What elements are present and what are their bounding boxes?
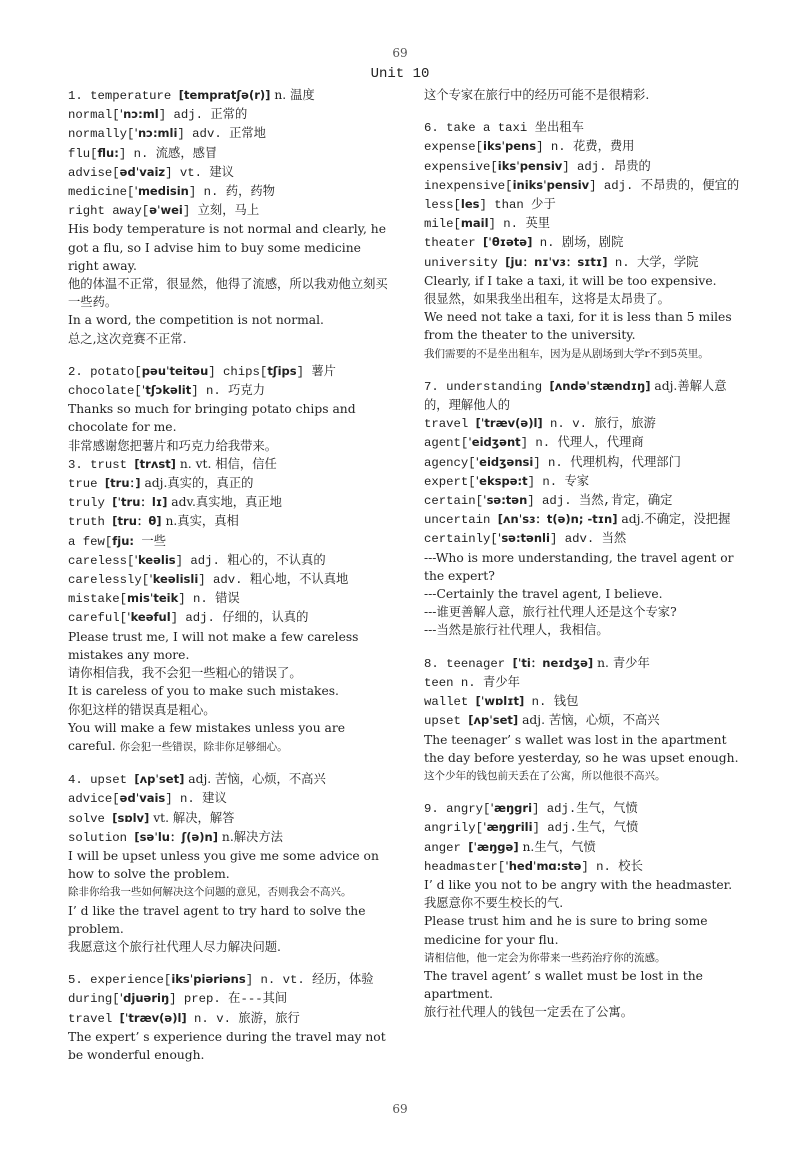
vocab-entry — [424, 233, 750, 252]
translation-line: 除非你给我一些如何解决这个问题的意见，否则我会不高兴。 — [68, 886, 352, 899]
vocab-entry — [68, 182, 392, 201]
vocab-entry — [424, 711, 750, 730]
entry-text: chocolate[ — [68, 384, 142, 399]
translation-line: 这个少年的钱包前天丢在了公寓，所以他很不高兴。 — [424, 769, 666, 782]
vocab-entry — [68, 770, 392, 789]
phonetic-transcription: iksˈpensiv — [497, 158, 563, 173]
entry-text: n. 大学，学院 — [607, 255, 699, 270]
entry-text: ] adv. 正常地 — [177, 127, 266, 142]
entry-text: wallet — [424, 695, 476, 710]
vocab-entry — [68, 989, 392, 1008]
example-line: ---Certainly the travel agent, I believe. — [424, 587, 663, 602]
example-line: Please trust me, I will not make a few careless mistakes any more. — [68, 629, 359, 662]
phonetic-transcription: ədˈvaiz — [119, 164, 166, 179]
phonetic-transcription: [ˈtræv(ə)l] — [475, 416, 543, 431]
vocab-entry — [424, 673, 750, 692]
example-line: Please trust him and he is sure to bring some medicine for your flu. — [424, 914, 708, 947]
example-line: 请你相信我，我不会犯一些粗心的错误了。 — [68, 666, 302, 681]
example-line: I’ d like you not to be angry with the headmaster. — [424, 877, 733, 892]
entry-text: 2. potato[ — [68, 364, 142, 379]
vocab-entry — [424, 195, 750, 214]
entry-text: advice[ — [68, 792, 120, 807]
phonetic-transcription: ˈkeəlis — [134, 552, 176, 567]
entry-text: n.真实，真相 — [161, 514, 239, 529]
phonetic-transcription: ˈnɔ:mli — [134, 126, 178, 141]
entry-text: ] adj. 粗心的，不认真的 — [175, 553, 326, 568]
phonetic-transcription: [ju：nɪˈvɜ：sɪtɪ] — [505, 254, 608, 269]
vocab-entry — [424, 799, 750, 818]
vocab-entry — [68, 789, 392, 808]
vocab-entry — [68, 201, 392, 220]
entry-text: certainly[ — [424, 532, 498, 547]
entry-text: n. 剧场，剧院 — [532, 236, 624, 251]
vocab-entry — [424, 818, 750, 837]
entry-text: upset — [424, 714, 469, 729]
example-line: Thanks so much for bringing potato chips and chocolate for me. — [68, 402, 356, 435]
phonetic-transcription: ˈsə:tənli — [497, 531, 550, 546]
phonetic-transcription: flu: — [97, 145, 119, 160]
vocab-entry — [68, 362, 392, 381]
example-line: The travel agent’ s wallet must be lost in the apartment. — [424, 968, 703, 1002]
entry-text: careless[ — [68, 553, 135, 568]
entry-text: 一些 — [134, 534, 166, 549]
entry-text: 你会犯一些错误，除非你足够细心。 — [119, 740, 288, 753]
entry-text: expert[ — [424, 474, 476, 489]
phonetic-transcription: [tru：θ] — [112, 514, 162, 529]
entry-text: expense[ — [424, 140, 484, 155]
phonetic-transcription: [ʌnˈsɜ：t(ə)n; -tɪn] — [497, 512, 618, 527]
entry-text: travel — [424, 417, 476, 432]
entry-text: n. 温度 — [270, 88, 315, 102]
vocab-entry — [424, 491, 750, 510]
page-number-top: 69 — [392, 46, 408, 60]
unit-title: Unit 10 — [370, 66, 430, 82]
example-line: 你犯这样的错误真是粗心。 — [68, 702, 216, 717]
entry-text: ] n. 建议 — [165, 792, 227, 807]
example-line: I’ d like the travel agent to try hard to solve the problem. — [68, 903, 366, 936]
phonetic-transcription: [ʌpˈset] — [134, 772, 185, 787]
entry-text: ] n. 流感，感冒 — [118, 146, 218, 161]
example-line: We need not take a taxi, for it is less than 5 miles from the theater to the university. — [424, 310, 732, 343]
phonetic-transcription: [ˈtræv(ə)l] — [119, 1010, 187, 1025]
entry-text: medicine[ — [68, 185, 135, 200]
phonetic-transcription: iniksˈpensiv — [512, 177, 590, 192]
entry-text: advise[ — [68, 165, 120, 180]
entry-text: anger — [424, 840, 469, 855]
example-line: 很显然，如果我坐出租车，这将是太昂贵了。 — [424, 292, 670, 307]
example-line: 总之,这次竞赛不正常. — [68, 331, 187, 346]
phonetic-transcription: iksˈpiəriəns — [171, 972, 246, 987]
entry-text: ] n. 代理机构，代理部门 — [533, 455, 681, 470]
phonetic-transcription: misˈteik — [127, 591, 179, 606]
vocab-entry — [68, 809, 392, 828]
vocab-entry — [424, 433, 750, 452]
page-number-bottom: 69 — [392, 1102, 408, 1116]
entry-text: 6. take a taxi 坐出租车 — [424, 121, 584, 136]
entry-text: less[ — [424, 198, 461, 213]
example-line: Clearly, if I take a taxi, it will be too expensive. — [424, 273, 717, 288]
phonetic-transcription: ˈmedisin — [134, 184, 189, 199]
vocab-entry — [424, 414, 750, 433]
vocab-entry — [424, 654, 750, 673]
vocab-entry — [424, 176, 750, 195]
section-gap — [68, 756, 392, 770]
entry-text: mile[ — [424, 217, 461, 232]
phonetic-transcription: [tru：] — [104, 476, 141, 491]
section-gap — [424, 785, 750, 799]
entry-text: ] prep. 在---其间 — [169, 992, 288, 1007]
vocab-entry — [424, 377, 750, 414]
vocab-entry — [68, 474, 392, 493]
example-line: 非常感谢您把薯片和巧克力给我带来。 — [68, 438, 278, 453]
entry-text: ] n. 花费，费用 — [536, 140, 635, 155]
entry-text: adj.不确定，没把握 — [617, 512, 731, 527]
example-line: It is careless of you to make such mistakes. — [68, 684, 339, 699]
phonetic-transcription: pəuˈteitəu — [141, 363, 209, 378]
example-line: 旅行社代理人的钱包一定丢在了公寓。 — [424, 1005, 634, 1020]
vocab-entry — [68, 144, 392, 163]
phonetic-transcription: mail — [460, 216, 489, 231]
vocab-entry — [68, 828, 392, 847]
entry-text: n. 钱包 — [524, 695, 579, 710]
vocab-entry — [68, 970, 392, 989]
entry-text: ] 立刻，马上 — [182, 204, 260, 219]
entry-text: a few[ — [68, 534, 113, 549]
example-line: ---Who is more understanding, the travel agent or the expert? — [424, 550, 734, 583]
entry-text: adj.真实的，真正的 — [140, 476, 254, 491]
phonetic-transcription: [ˈθɪətə] — [483, 235, 533, 250]
vocab-entry — [68, 608, 392, 627]
entry-text: ] n. 代理人，代理商 — [520, 436, 644, 451]
entry-text: ] adj. 仔细的，认真的 — [170, 611, 309, 626]
vocab-entry — [424, 472, 750, 491]
section-gap — [424, 640, 750, 654]
example-line: ---谁更善解人意，旅行社代理人还是这个专家? — [424, 605, 677, 620]
entry-text: ] adv. 粗心地，不认真地 — [198, 573, 349, 588]
example-line: 他的体温不正常，很显然，他得了流感，所以我劝他立刻买一些药。 — [68, 277, 388, 310]
phonetic-transcription: [sɒlv] — [112, 810, 150, 825]
phonetic-transcription: les — [460, 197, 480, 212]
translation-line: 我们需要的不是坐出租车，因为是从剧场到大学r不到5英里。 — [424, 347, 709, 360]
vocab-entry — [424, 157, 750, 176]
section-gap — [424, 363, 750, 377]
entry-text: You will make a few mistakes unless you are careful. — [68, 720, 346, 753]
phonetic-transcription: [trʌst] — [134, 456, 176, 471]
entry-text: ] n. 药，药物 — [188, 185, 275, 200]
entry-text: normal[ — [68, 108, 120, 123]
phonetic-transcription: iksˈpens — [483, 139, 537, 154]
entry-text: adj. 苦恼，心烦，不高兴 — [184, 772, 326, 787]
entry-text: teen n. 青少年 — [424, 675, 520, 690]
vocab-entry — [424, 253, 750, 272]
phonetic-transcription: ˈæŋgri — [490, 801, 533, 816]
vocab-entry — [424, 857, 750, 876]
vocab-entry — [424, 529, 750, 548]
entry-text: ] n. 英里 — [488, 217, 551, 232]
phonetic-transcription: ˈnɔ:ml — [119, 107, 159, 122]
entry-text: truly — [68, 496, 113, 511]
entry-text: ] adj. 正常的 — [158, 108, 248, 123]
entry-text: angrily[ — [424, 821, 484, 836]
left-column — [68, 86, 392, 1064]
entry-text: adv.真实地，真正地 — [167, 495, 282, 510]
entry-text: ] adj. 当然,肯定，确定 — [527, 494, 673, 509]
entry-text: n. vt. 相信，信任 — [175, 456, 277, 471]
entry-text: ] adj. 不昂贵的，便宜的 — [589, 178, 740, 193]
vocab-entry — [68, 570, 392, 589]
vocab-entry — [68, 551, 392, 570]
entry-text: uncertain — [424, 513, 498, 528]
entry-text: during[ — [68, 992, 120, 1007]
entry-text: 8. teenager — [424, 656, 513, 671]
vocab-entry — [68, 124, 392, 143]
vocab-entry — [424, 692, 750, 711]
entry-text: solve — [68, 811, 113, 826]
entry-text: 5. experience[ — [68, 973, 172, 988]
entry-text: ] adj.生气，气愤 — [532, 821, 639, 836]
phonetic-transcription: [səˈlu：ʃ(ə)n] — [134, 829, 218, 844]
entry-text: ] n. 校长 — [581, 859, 643, 874]
entry-text: ] chips[ — [208, 364, 268, 379]
vocab-entry — [424, 118, 750, 137]
entry-text: headmaster[ — [424, 859, 506, 874]
entry-text: carelessly[ — [68, 573, 150, 588]
entry-text: travel — [68, 1011, 120, 1026]
entry-text: n. 青少年 — [593, 655, 650, 670]
vocab-entry — [424, 214, 750, 233]
example-line: The teenager’ s wallet was lost in the apartment the day before yesterday, so he was upset enough. — [424, 732, 739, 765]
entry-text: 9. angry[ — [424, 802, 491, 817]
phonetic-transcription: tʃips — [267, 363, 297, 378]
vocab-entry — [68, 493, 392, 512]
entry-text: careful[ — [68, 611, 128, 626]
example-line: I will be upset unless you give me some advice on how to solve the problem. — [68, 848, 379, 882]
vocab-entry — [68, 163, 392, 182]
entry-text: certain[ — [424, 494, 484, 509]
vocab-entry — [68, 381, 392, 400]
section-gap — [68, 956, 392, 970]
phonetic-transcription: əˈwei — [149, 203, 183, 218]
vocab-entry — [68, 512, 392, 531]
phonetic-transcription: ədˈvais — [119, 791, 166, 806]
entry-text: truth — [68, 515, 113, 530]
right-column — [424, 86, 750, 1022]
entry-text: normally[ — [68, 127, 135, 142]
vocab-entry — [68, 105, 392, 124]
phonetic-transcription: ˈkeəlisli — [149, 572, 199, 587]
entry-text: ] adv. 当然 — [549, 532, 627, 547]
entry-text: 1. temperature — [68, 89, 179, 103]
entry-text: ] adj.生气，气愤 — [532, 802, 638, 817]
entry-text: 7. understanding — [424, 379, 550, 394]
vocab-entry — [68, 589, 392, 608]
entry-text: 3. trust — [68, 457, 135, 472]
translation-line: 请相信他，他一定会为你带来一些药治疗你的流感。 — [424, 951, 666, 964]
entry-text: agent[ — [424, 436, 469, 451]
phonetic-transcription: ˈdjuəriŋ — [119, 991, 170, 1006]
phonetic-transcription: ˈsə:tən — [483, 493, 528, 508]
section-gap — [68, 348, 392, 362]
entry-text: ] adj. 昂贵的 — [562, 159, 651, 174]
entry-text: ] vt. 建议 — [165, 165, 234, 180]
entry-text: n. v. 旅行，旅游 — [542, 417, 656, 432]
entry-text: university — [424, 255, 506, 270]
phonetic-transcription: [ˈtru：lɪ] — [112, 495, 168, 510]
phonetic-transcription: [tempratʃə(r)] — [178, 88, 271, 102]
vocab-entry — [68, 532, 392, 551]
section-gap — [424, 104, 750, 118]
entry-text: ] than 少于 — [479, 198, 556, 213]
phonetic-transcription: ˈekspə:t — [475, 473, 528, 488]
vocab-entry — [68, 86, 392, 105]
entry-text: theater — [424, 236, 484, 251]
example-line: ---当然是旅行社代理人，我相信。 — [424, 623, 609, 638]
entry-text: n. v. 旅游，旅行 — [186, 1011, 300, 1026]
example-line: The expert’ s experience during the travel may not be wonderful enough. — [68, 1029, 386, 1062]
phonetic-transcription: ˈtʃɔkəlit — [141, 383, 192, 398]
vocab-entry — [68, 719, 392, 756]
phonetic-transcription: fju: — [112, 533, 135, 548]
example-line: 我愿意这个旅行社代理人尽力解决问题. — [68, 939, 281, 954]
vocab-entry — [68, 1009, 392, 1028]
entry-text: agency[ — [424, 455, 476, 470]
entry-text: n.生气，气愤 — [518, 839, 596, 854]
vocab-entry — [68, 455, 392, 474]
entry-text: right away[ — [68, 204, 150, 219]
entry-text: n.解决方法 — [218, 829, 283, 844]
entry-text: adj.善解人意的，理解他人的 — [424, 378, 727, 413]
example-line: 这个专家在旅行中的经历可能不是很精彩. — [424, 88, 650, 102]
vocab-entry — [424, 453, 750, 472]
entry-text: ] 薯片 — [296, 364, 336, 379]
phonetic-transcription: [ˈti：neɪdʒə] — [512, 655, 594, 670]
entry-text: ] n. 巧克力 — [191, 384, 266, 399]
entry-text: adj. 苦恼，心烦，不高兴 — [518, 713, 660, 728]
phonetic-transcription: [ˈæŋgə] — [468, 839, 519, 854]
entry-text: ] n. vt. 经历，体验 — [245, 973, 374, 988]
entry-text: solution — [68, 830, 135, 845]
phonetic-transcription: [ʌpˈset] — [468, 713, 519, 728]
example-line: 我愿意你不要生校长的气. — [424, 896, 564, 911]
phonetic-transcription: ˈæŋgrili — [483, 820, 533, 835]
entry-text: true — [68, 477, 105, 492]
entry-text: vt. 解决，解答 — [149, 810, 235, 825]
entry-text: ] n. 错误 — [178, 592, 240, 607]
entry-text: mistake[ — [68, 592, 128, 607]
phonetic-transcription: ˈeidʒənt — [468, 435, 521, 450]
entry-text: inexpensive[ — [424, 178, 513, 193]
vocab-entry — [424, 838, 750, 857]
example-line: In a word, the competition is not normal. — [68, 313, 324, 328]
phonetic-transcription: ˈeidʒənsi — [475, 454, 534, 469]
phonetic-transcription: [ˈwɒlɪt] — [475, 694, 525, 709]
example-line: His body temperature is not normal and clearly, he got a flu, so I advise him to buy some medicine right away. — [68, 222, 387, 273]
entry-text: expensive[ — [424, 159, 498, 174]
vocab-entry — [424, 510, 750, 529]
vocab-entry — [424, 137, 750, 156]
entry-text: flu[ — [68, 146, 98, 161]
phonetic-transcription: ˈkeəful — [127, 610, 171, 625]
phonetic-transcription: [ʌndəˈstændɪŋ] — [549, 378, 651, 393]
entry-text: ] n. 专家 — [527, 474, 590, 489]
entry-text: 4. upset — [68, 773, 135, 788]
phonetic-transcription: ˈhedˈmɑ:stə — [505, 858, 582, 873]
